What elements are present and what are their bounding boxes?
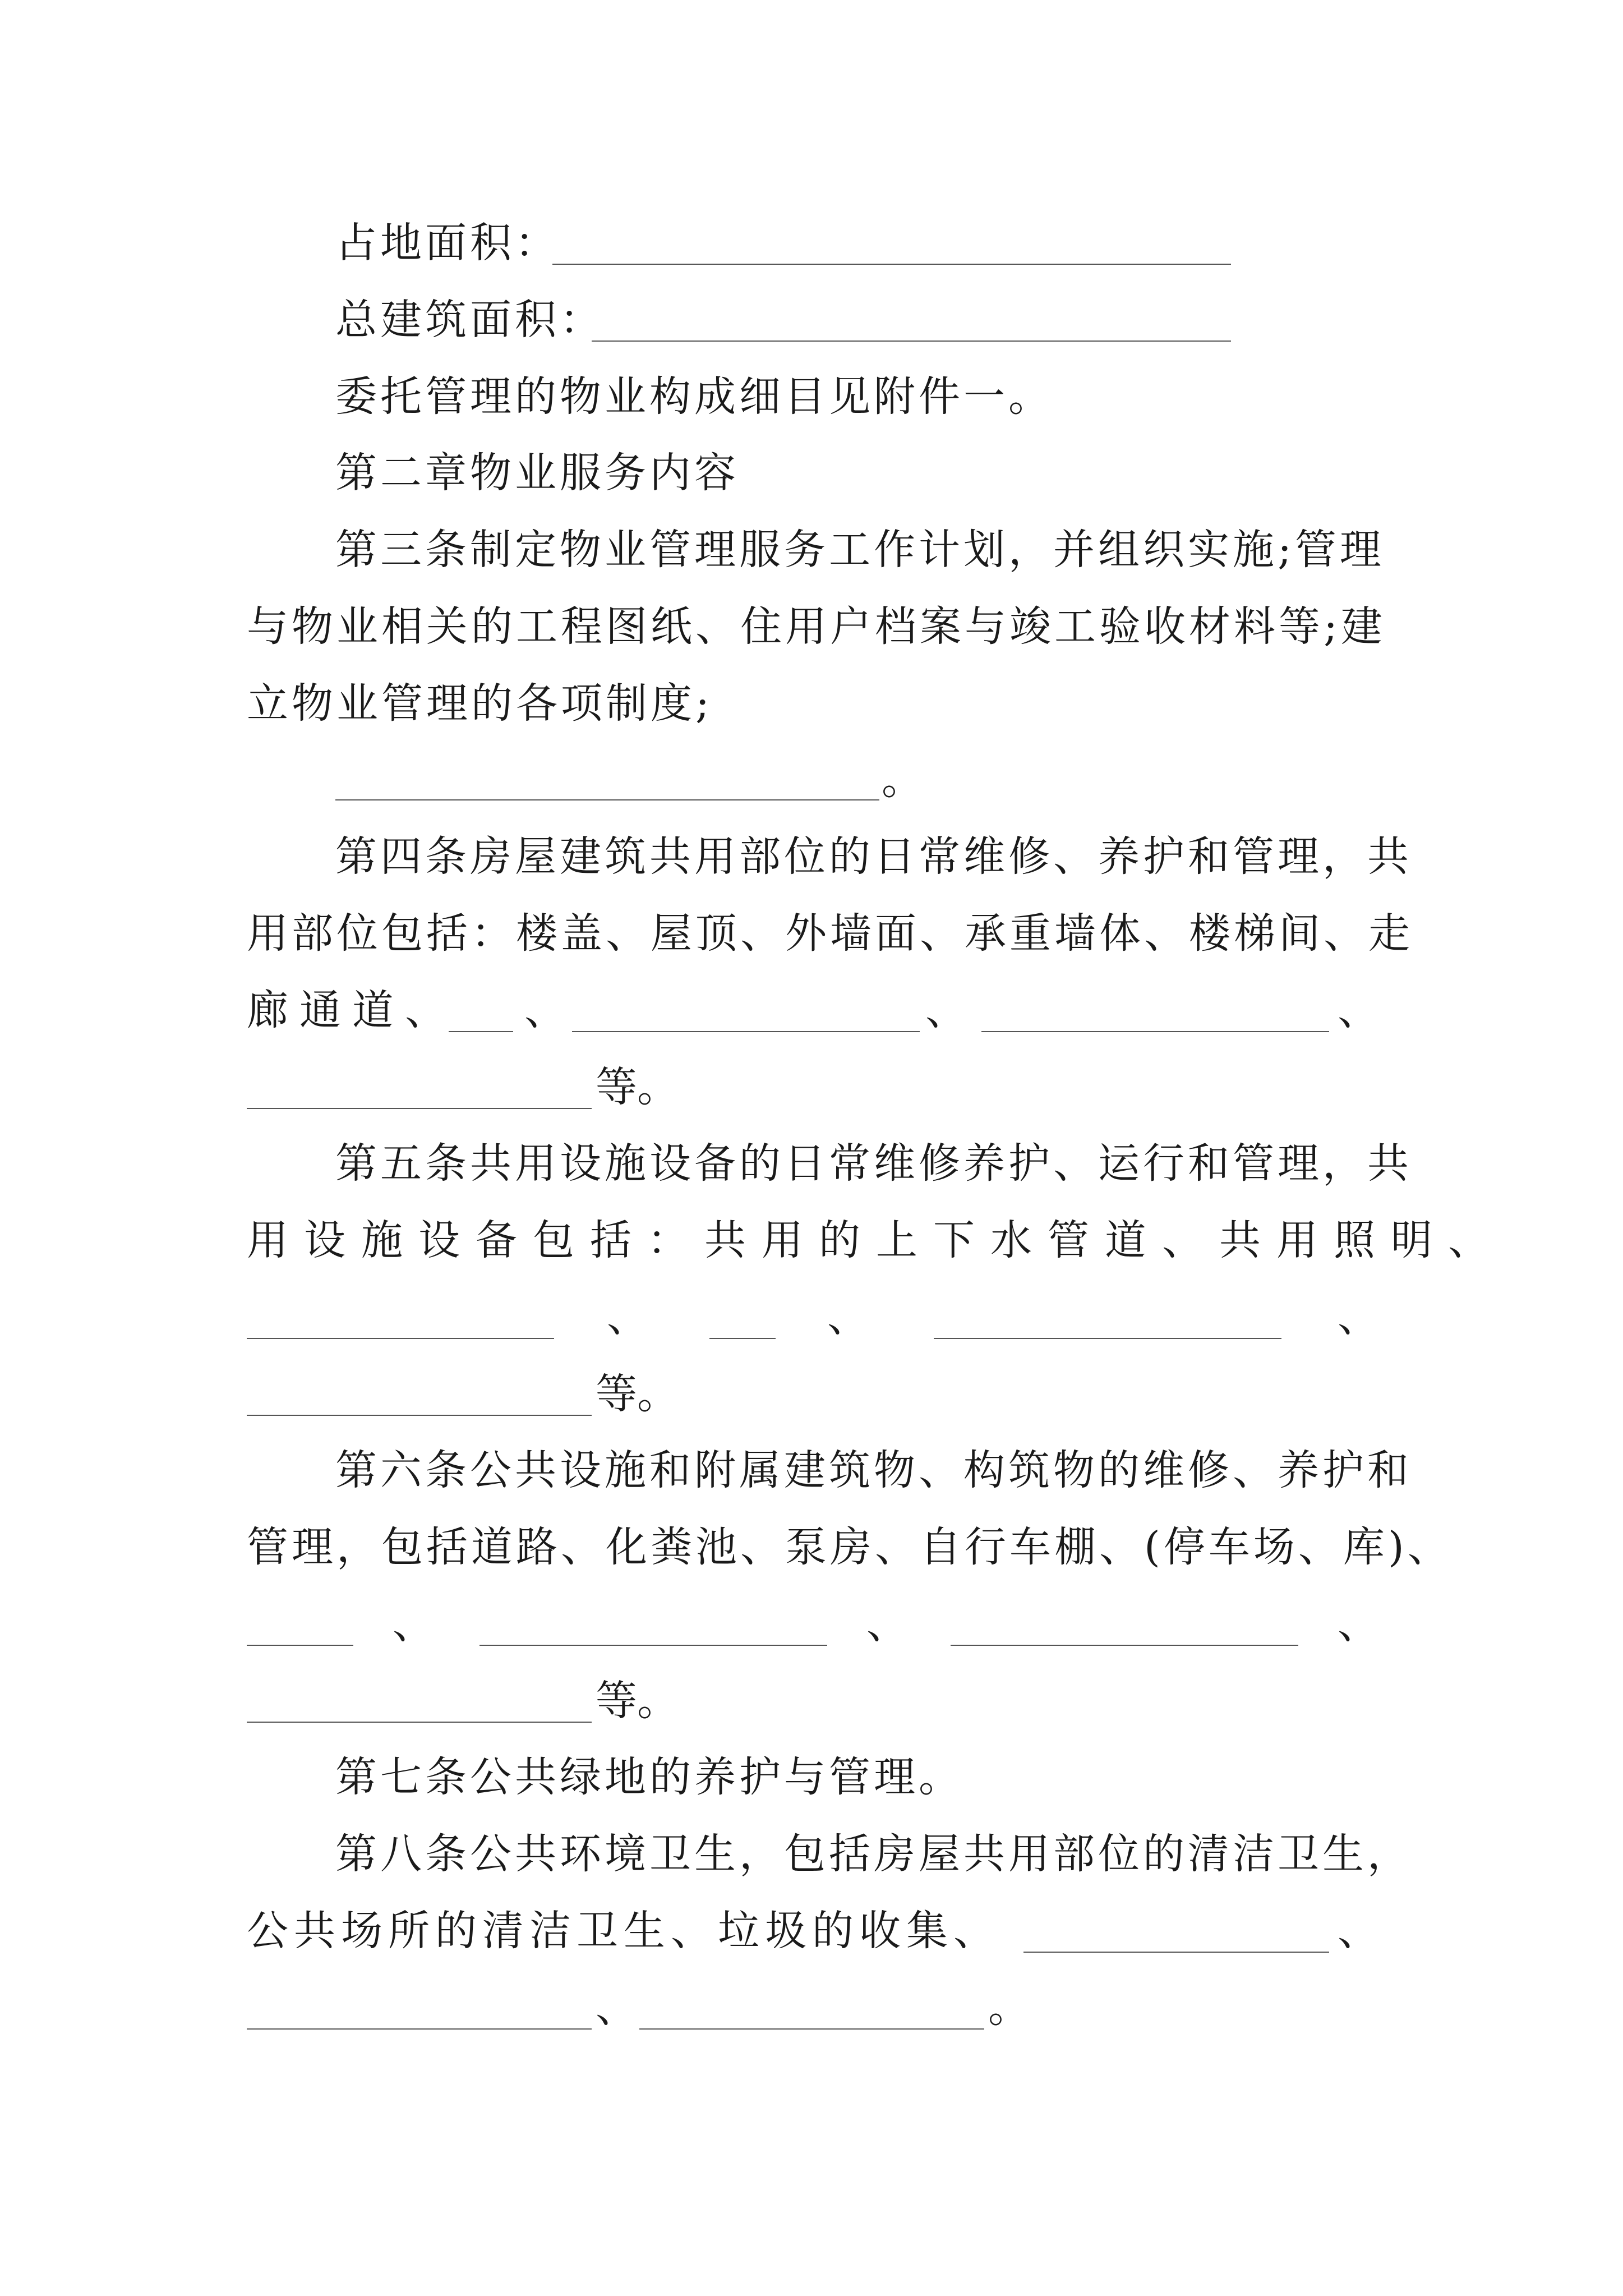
delegation-note: 委托管理的物业构成细目见附件一。 bbox=[335, 372, 1053, 421]
article-4-end: 等。 bbox=[596, 1063, 679, 1111]
article-7-line-1: 第七条公共绿地的养护与管理。 bbox=[335, 1753, 963, 1801]
field-building-area-label: 总建筑面积： bbox=[335, 296, 605, 344]
article-6-blank-2[interactable] bbox=[479, 1645, 827, 1646]
field-land-area-blank[interactable] bbox=[552, 264, 1231, 265]
article-8-blank-1[interactable] bbox=[1023, 1952, 1329, 1953]
article-4-blank-2[interactable] bbox=[572, 1031, 920, 1032]
article-5-blank-3[interactable] bbox=[934, 1338, 1281, 1339]
article-4-line-1: 第四条房屋建筑共用部位的日常维修、养护和管理，共 bbox=[335, 832, 1412, 881]
article-6-blank-4[interactable] bbox=[247, 1722, 592, 1723]
article-3-line-3: 立物业管理的各项制度; bbox=[247, 679, 713, 728]
article-8-blank-2[interactable] bbox=[247, 2028, 592, 2030]
article-8-sep-2: 、 bbox=[596, 1984, 637, 2032]
article-3-blank[interactable] bbox=[335, 799, 879, 800]
article-5-sep-2: 、 bbox=[827, 1293, 869, 1341]
article-4-line-3-start: 廊通道、 bbox=[247, 986, 458, 1034]
article-6-line-2: 管理，包括道路、化粪池、泵房、自行车棚、(停车场、库)、 bbox=[247, 1523, 1453, 1571]
article-8-line-1: 第八条公共环境卫生，包括房屋共用部位的清洁卫生， bbox=[335, 1830, 1412, 1878]
field-land-area-label: 占地面积： bbox=[335, 219, 560, 267]
article-5-line-2: 用设施设备包括：共用的上下水管道、共用照明、 bbox=[247, 1216, 1505, 1264]
article-6-blank-1[interactable] bbox=[247, 1645, 353, 1646]
article-6-sep-1: 、 bbox=[393, 1600, 434, 1648]
article-8-end: 。 bbox=[988, 1984, 1030, 2032]
field-building-area-blank[interactable] bbox=[592, 341, 1231, 342]
article-5-blank-2[interactable] bbox=[709, 1338, 776, 1339]
article-3-end: 。 bbox=[882, 756, 923, 804]
article-4-blank-4[interactable] bbox=[247, 1108, 592, 1109]
article-5-line-1: 第五条共用设施设备的日常维修养护、运行和管理，共 bbox=[335, 1139, 1412, 1188]
article-6-end: 等。 bbox=[596, 1677, 679, 1725]
article-6-sep-3: 、 bbox=[1338, 1600, 1379, 1648]
article-6-blank-3[interactable] bbox=[951, 1645, 1298, 1646]
article-8-blank-3[interactable] bbox=[639, 2028, 984, 2030]
chapter-title: 第二章物业服务内容 bbox=[335, 449, 739, 497]
article-5-sep-3: 、 bbox=[1338, 1293, 1379, 1341]
article-3-line-1: 第三条制定物业管理服务工作计划，并组织实施;管理 bbox=[335, 526, 1385, 574]
article-4-blank-1[interactable] bbox=[449, 1031, 513, 1032]
article-4-sep-1: 、 bbox=[524, 986, 566, 1034]
article-5-end: 等。 bbox=[596, 1370, 679, 1418]
article-5-blank-1[interactable] bbox=[247, 1338, 554, 1339]
article-8-line-2: 公共场所的清洁卫生、垃圾的收集、 bbox=[247, 1907, 1000, 1955]
article-6-line-1: 第六条公共设施和附属建筑物、构筑物的维修、养护和 bbox=[335, 1446, 1412, 1494]
article-4-sep-3: 、 bbox=[1338, 986, 1379, 1034]
article-5-sep-1: 、 bbox=[607, 1293, 648, 1341]
article-8-sep-1: 、 bbox=[1338, 1907, 1379, 1955]
article-6-sep-2: 、 bbox=[866, 1600, 908, 1648]
article-4-line-2: 用部位包括：楼盖、屋顶、外墙面、承重墙体、楼梯间、走 bbox=[247, 909, 1413, 958]
article-3-line-2: 与物业相关的工程图纸、住用户档案与竣工验收材料等;建 bbox=[247, 602, 1386, 651]
article-4-blank-3[interactable] bbox=[981, 1031, 1329, 1032]
article-5-blank-4[interactable] bbox=[247, 1415, 592, 1416]
article-4-sep-2: 、 bbox=[925, 986, 967, 1034]
